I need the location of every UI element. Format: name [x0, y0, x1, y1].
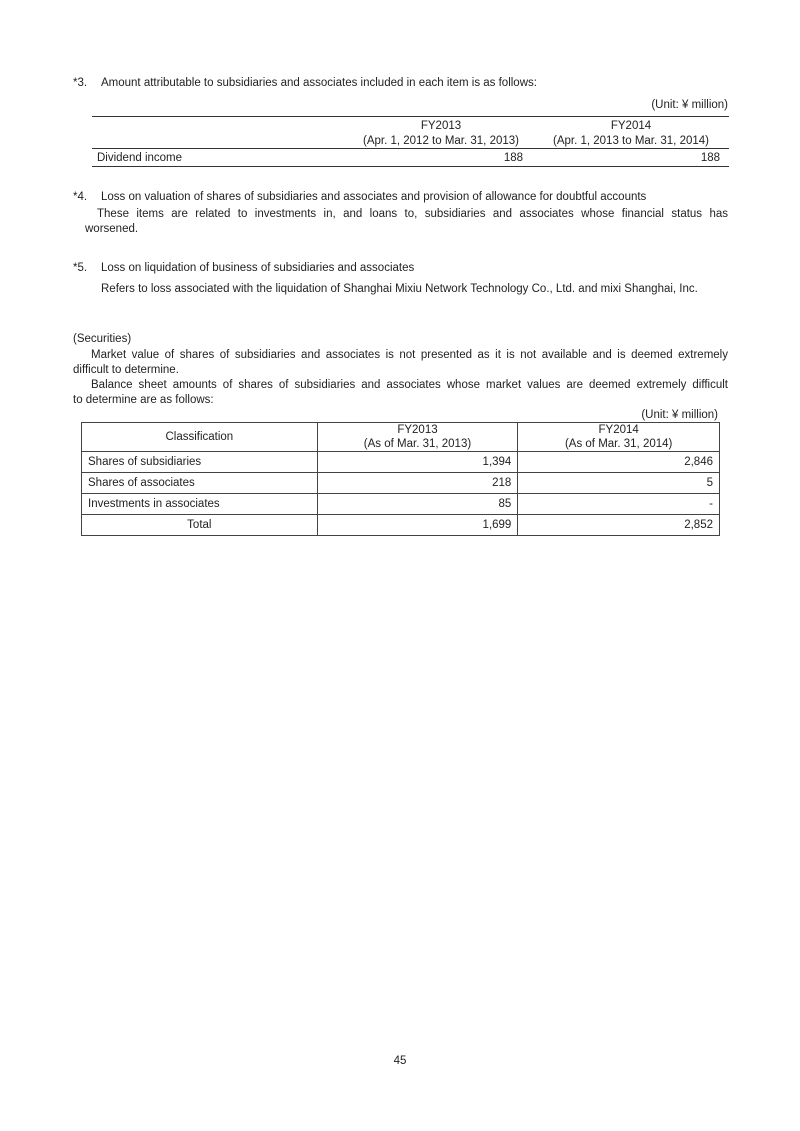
note3-table-top-rule — [92, 116, 729, 117]
note3-col-fy2013-label: FY2013 — [420, 120, 462, 132]
securities-para1-line1: Market value of shares of subsidiaries and associates is not presented as it is not available and is deemed extremely — [91, 349, 728, 361]
row-label: Shares of associates — [82, 473, 318, 494]
note3-row-fy2013: 188 — [503, 152, 523, 164]
header-classification: Classification — [82, 423, 318, 452]
note4-body-line2: worsened. — [85, 223, 139, 235]
note3-table-bottom-rule — [92, 166, 729, 167]
note3-row-fy2014: 188 — [700, 152, 720, 164]
row-fy2013: 218 — [317, 473, 518, 494]
note4-title: Loss on valuation of shares of subsidiaries and associates and provision of allowance for doubtful accounts — [101, 191, 647, 203]
securities-para2-line2: to determine are as follows: — [73, 394, 214, 406]
securities-para1-line2: difficult to determine. — [73, 364, 179, 376]
securities-unit: (Unit: ¥ million) — [641, 409, 718, 421]
note3-col-fy2014-header — [545, 119, 717, 149]
note3-col-fy2014-label: FY2014 — [610, 120, 652, 132]
note3-title: Amount attributable to subsidiaries and associates included in each item is as follows: — [101, 77, 537, 89]
total-row — [82, 515, 720, 536]
note3-row-label: Dividend income — [97, 152, 183, 164]
row-label: Investments in associates — [82, 494, 318, 515]
note5-body: Refers to loss associated with the liquidation of Shanghai Mixiu Network Technology Co., Ltd. and mixi Shanghai, Inc. — [101, 283, 698, 295]
header-fy2014-label: FY2014 — [598, 424, 639, 436]
securities-heading: (Securities) — [73, 333, 132, 345]
header-fy2014 — [518, 423, 720, 452]
header-fy2013-label: FY2013 — [397, 424, 438, 436]
note5-title: Loss on liquidation of business of subsidiaries and associates — [101, 262, 415, 274]
row-fy2013: 85 — [317, 494, 518, 515]
securities-table-header — [82, 423, 720, 452]
note3-col-fy2013-header — [355, 119, 527, 149]
header-fy2013 — [317, 423, 518, 452]
note3-col-fy2014-period: (Apr. 1, 2013 to Mar. 31, 2014) — [553, 135, 709, 147]
row-fy2014: 2,846 — [518, 452, 720, 473]
note4-body-line1: These items are related to investments in, and loans to, subsidiaries and associates whose financial status has — [97, 208, 728, 220]
note4-number: *4. — [73, 191, 88, 203]
row-fy2014: - — [518, 494, 720, 515]
note5-number: *5. — [73, 262, 88, 274]
total-label: Total — [82, 515, 318, 536]
row-label: Shares of subsidiaries — [82, 452, 318, 473]
table-row — [82, 494, 720, 515]
note3-number: *3. — [73, 77, 88, 89]
total-fy2014: 2,852 — [518, 515, 720, 536]
note3-table-header-rule — [92, 148, 729, 149]
table-row — [82, 452, 720, 473]
note3-unit: (Unit: ¥ million) — [651, 99, 728, 111]
table-row — [82, 473, 720, 494]
page-number: 45 — [393, 1055, 407, 1067]
securities-para2-line1: Balance sheet amounts of shares of subsidiaries and associates whose market values are deemed extremely difficult — [91, 379, 728, 391]
row-fy2013: 1,394 — [317, 452, 518, 473]
header-fy2013-date: (As of Mar. 31, 2013) — [363, 438, 472, 450]
row-fy2014: 5 — [518, 473, 720, 494]
note3-col-fy2013-period: (Apr. 1, 2012 to Mar. 31, 2013) — [363, 135, 519, 147]
header-fy2014-date: (As of Mar. 31, 2014) — [564, 438, 673, 450]
securities-table — [81, 422, 720, 536]
total-fy2013: 1,699 — [317, 515, 518, 536]
